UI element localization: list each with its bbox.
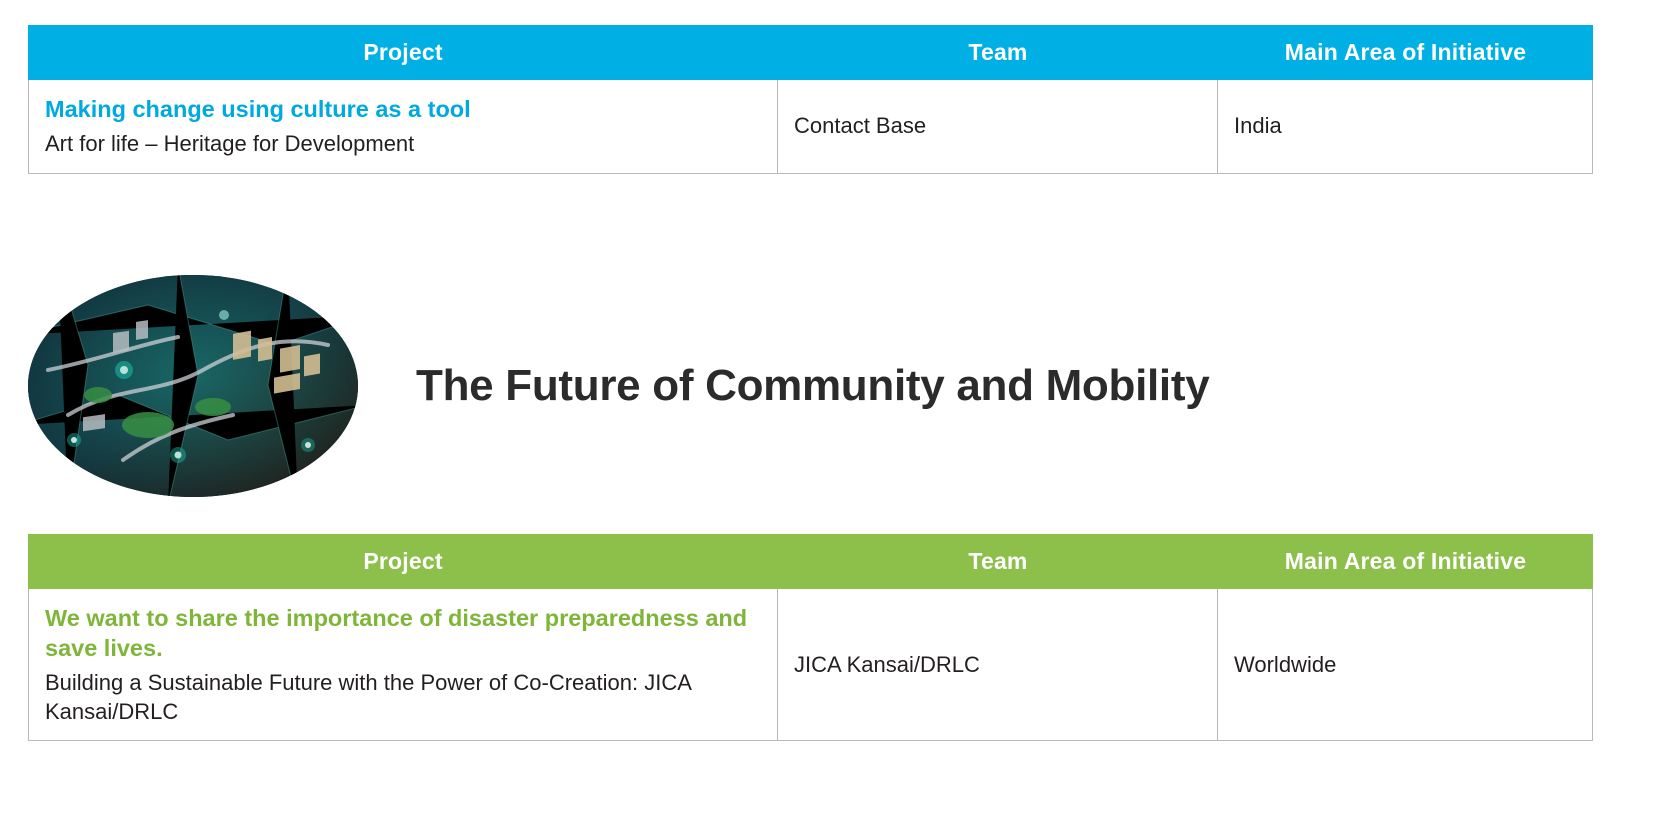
cell-team: JICA Kansai/DRLC xyxy=(778,589,1218,741)
column-header-project: Project xyxy=(28,534,778,589)
cell-team: Contact Base xyxy=(778,80,1218,174)
cell-project xyxy=(28,589,778,741)
project-subtitle: Art for life – Heritage for Development xyxy=(45,131,415,157)
cell-area: India xyxy=(1218,80,1593,174)
smart-city-map-image xyxy=(28,275,358,497)
table-row xyxy=(28,589,1593,741)
project-subtitle: Building a Sustainable Future with the Power of Co-Creation: JICA Kansai/DRLC xyxy=(45,670,691,724)
section-title: The Future of Community and Mobility xyxy=(416,360,1210,410)
project-title: We want to share the importance of disaster preparedness and save lives. xyxy=(45,605,748,662)
section-heading xyxy=(28,271,1593,501)
table-header-row xyxy=(28,534,1593,589)
table-row xyxy=(28,80,1593,174)
project-table-culture xyxy=(28,25,1593,174)
project-table-disaster xyxy=(28,534,1593,741)
column-header-project: Project xyxy=(28,25,778,80)
column-header-team: Team xyxy=(778,534,1218,589)
project-title: Making change using culture as a tool xyxy=(45,96,471,122)
column-header-area: Main Area of Initiative xyxy=(1218,25,1593,80)
cell-area: Worldwide xyxy=(1218,589,1593,741)
column-header-area: Main Area of Initiative xyxy=(1218,534,1593,589)
smart-city-map-illustration xyxy=(28,275,358,497)
column-header-team: Team xyxy=(778,25,1218,80)
cell-project xyxy=(28,80,778,174)
table-header-row xyxy=(28,25,1593,80)
